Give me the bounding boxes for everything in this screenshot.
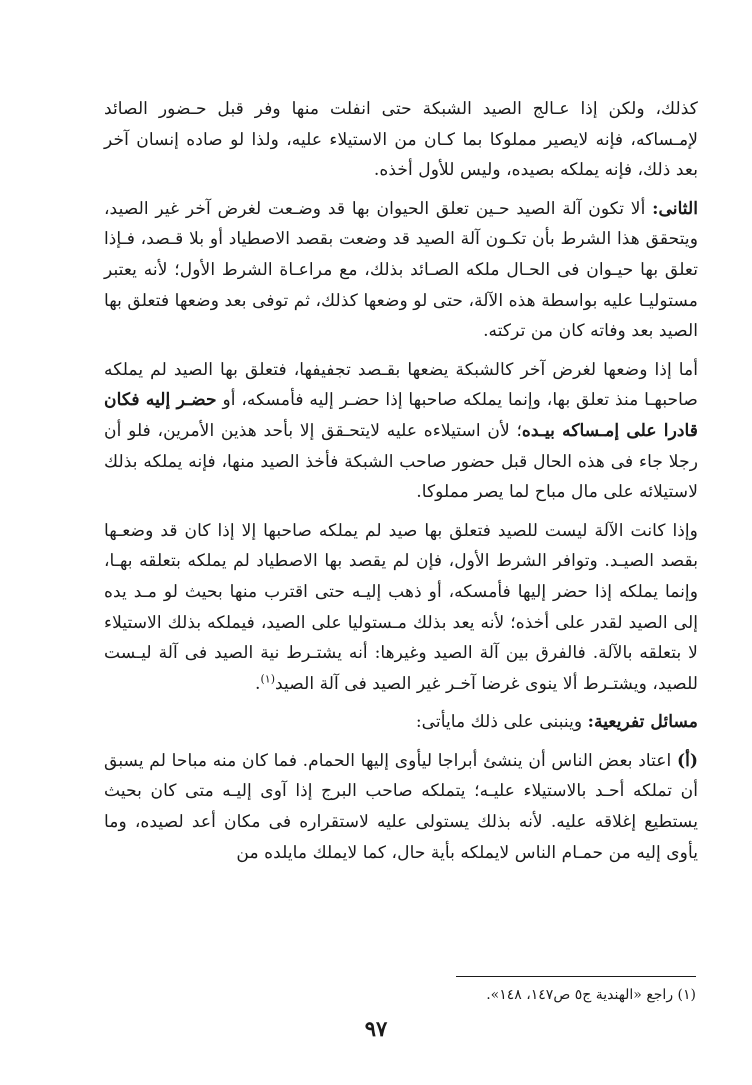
section-heading: مسائل تفريعية: — [587, 712, 698, 733]
paragraph-3-part-a: أما إذا وضعها لغرض آخر كالشبكة يضعها بقـصد تجفيفها، فتعلق بها الصيد لم يملكه صاحبهـا منذ تعلق بها، وإنما يملكه صاحبها إذا حضـر إليه فأمسكه، أو — [104, 359, 699, 411]
paragraph-3-part-c: ؛ لأن استيلاءه عليه لايتحـقق إلا بأحد هذين الأمرين، فلو أن رجلا جاء فى هذه الحال قبل حضور صاحب الشبكة فأخذ الصيد منها، فإنه يملكه بذلك لاستيلائه على مال مباح لما يصر مملوكا. — [104, 420, 698, 503]
page-number: ٩٧ — [364, 1016, 388, 1041]
item-label: (أ) — [676, 750, 698, 771]
paragraph-2 — [104, 194, 698, 347]
paragraph-6-text: اعتاد بعض الناس أن ينشئ أبراجا ليأوى إليها الحمام. فما كان منه مباحا لم يسبق أن تملكه أحـد بالاستيلاء عليـه؛ يتملكه صاحب البرج إذا آوى إليـه متى كان بحيث يستطيع إغلاقه عليه. لأنه بذلك يستولى عليه لاستقراره فى مكان أعد لصيده، وما يأوى إليه من حمـام الناس لايملكه بأية حال، كما لايملك مايلده من — [104, 750, 698, 863]
paragraph-5-text: وينبنى على ذلك مايأتى: — [415, 712, 588, 733]
paragraph-2-text: ألا تكون آلة الصيد حـين تعلق الحيوان بها قد وضـعت لغرض آخر غير الصيد، ويتحقق هذا الشرط بأن تكـون آلة الصيد قد وضعت بقصد الاصطياد أو بلا قـصد، فـإذا تعلق بها حيـوان فى الحـال ملكه الصـائد بذلك، مع مراعـاة الشرط الأول؛ لأنه يعتبر مستوليـا عليه بواسطة هذه الآلة، حتى لو وضعها كذلك، ثم توفى بعد وضعها فتعلق بها الصيد بعد وفاته كان من تركته. — [104, 198, 698, 342]
paragraph-4 — [104, 516, 698, 700]
body-text — [104, 94, 698, 868]
paragraph-2-label: الثانى: — [652, 198, 698, 219]
paragraph-5 — [104, 707, 698, 738]
paragraph-1: كذلك، ولكن إذا عـالج الصيد الشبكة حتى انفلت منها وفر قبل حـضور الصائد لإمـساكه، فإنه لايصير مملوكا بما كـان من الاستيلاء عليه، ولذا لو صاده إنسان آخر بعد ذلك، فإنه يملكه بصيده، وليس للأول أخذه. — [104, 99, 698, 181]
footnote-divider — [456, 976, 696, 977]
paragraph-3-emphasis: حضـر إليه فكان قادرا على إمـساكه بيـده — [104, 390, 698, 441]
footnote-reference: (١) — [260, 671, 275, 685]
footnote: (١) راجع «الهندية ج٥ ص١٤٧، ١٤٨». — [486, 987, 696, 1003]
paragraph-4-text: وإذا كانت الآلة ليست للصيد فتعلق بها صيد لم يملكه صاحبها إلا إذا كان قد وضعـها بقصد الصيـد. وتوافر الشرط الأول، فإن لم يقصد بها الاصطياد لم يملكه بتعلقه بهـا، وإنما يملكه إذا حضر إليها فأمسكه، أو ذهب إليـه حتى اقترب منها بحيث لو مـد يده إلى الصيد لقدر على أخذه؛ لأنه يعد بذلك مـستوليا على الصيد، فيملكه بذلك الاستيلاء لا بتعلقه بالآلة. فالفرق بين آلة الصيد وغيرها: أنه يشتـرط نية الصيد فى آلة ليـست للصيد، ويشتـرط ألا ينوى غرضا آخـر غير الصيد فى آلة الصيد — [104, 520, 698, 694]
paragraph-4-end: . — [255, 673, 261, 694]
paragraph-3 — [104, 355, 698, 508]
paragraph-6 — [104, 746, 698, 868]
